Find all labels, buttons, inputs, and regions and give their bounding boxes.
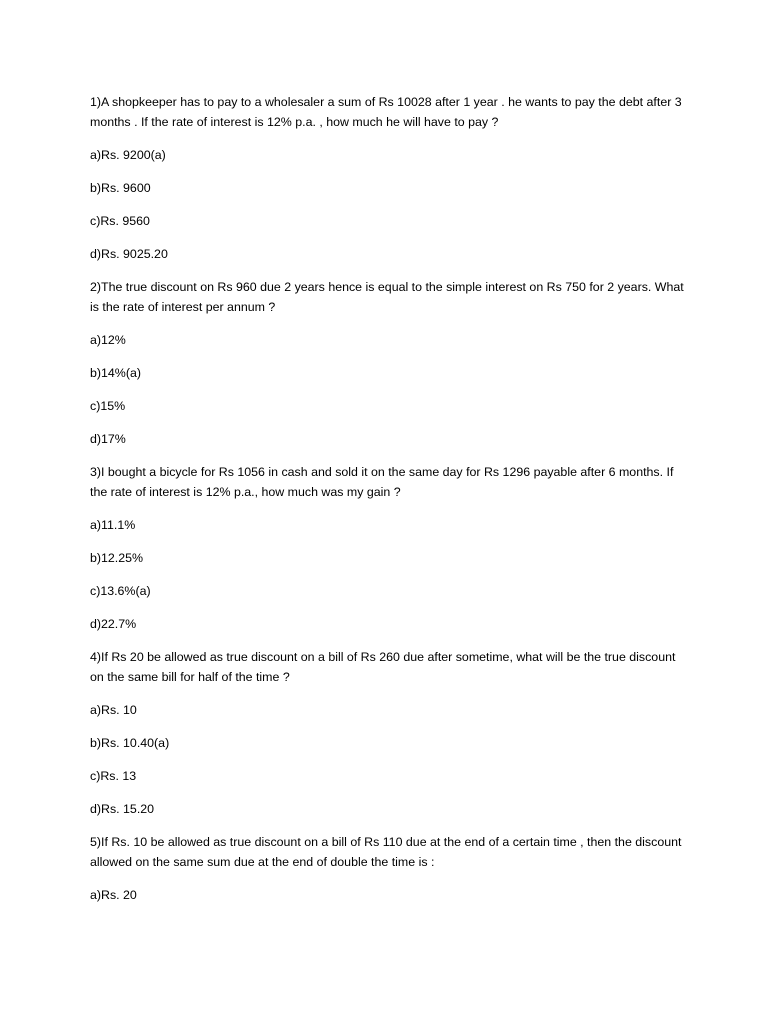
option-d: d)Rs. 9025.20 — [90, 247, 168, 261]
option-a: a)11.1% — [90, 518, 136, 532]
option-d: d)22.7% — [90, 617, 137, 631]
question-text: 3)I bought a bicycle for Rs 1056 in cash and sold it on the same day for Rs 1296 payable after 6 months. If the rate of interest is 12% p.a., how much was my gain ? — [90, 465, 674, 499]
question-text: 1)A shopkeeper has to pay to a wholesaler a sum of Rs 10028 after 1 year . he wants to pay the debt after 3 months . If the rate of interest is 12% p.a. , how much he will have to pay ? — [90, 95, 682, 129]
option-a: a)Rs. 10 — [90, 703, 137, 717]
question-5 — [90, 832, 690, 905]
option-c: c)Rs. 13 — [90, 769, 137, 783]
question-2 — [90, 277, 690, 449]
option-c: c)15% — [90, 399, 126, 413]
option-d: d)17% — [90, 432, 126, 446]
option-b: b)12.25% — [90, 551, 144, 565]
question-text: 2)The true discount on Rs 960 due 2 years hence is equal to the simple interest on Rs 750 for 2 years. What is the rate of interest per annum ? — [90, 280, 684, 314]
question-text: 5)If Rs. 10 be allowed as true discount on a bill of Rs 110 due at the end of a certain time , then the discount allowed on the same sum due at the end of double the time is : — [90, 835, 682, 869]
question-3 — [90, 462, 690, 634]
option-a: a)Rs. 20 — [90, 888, 137, 902]
option-a: a)Rs. 9200(a) — [90, 148, 166, 162]
document-page — [90, 92, 690, 918]
question-1 — [90, 92, 690, 264]
option-a: a)12% — [90, 333, 126, 347]
option-d: d)Rs. 15.20 — [90, 802, 155, 816]
option-b: b)Rs. 9600 — [90, 181, 151, 195]
question-4 — [90, 647, 690, 819]
question-text: 4)If Rs 20 be allowed as true discount on a bill of Rs 260 due after sometime, what will be the true discount on the same bill for half of the time ? — [90, 650, 676, 684]
option-c: c)Rs. 9560 — [90, 214, 150, 228]
option-b: b)Rs. 10.40(a) — [90, 736, 170, 750]
option-b: b)14%(a) — [90, 366, 141, 380]
option-c: c)13.6%(a) — [90, 584, 151, 598]
